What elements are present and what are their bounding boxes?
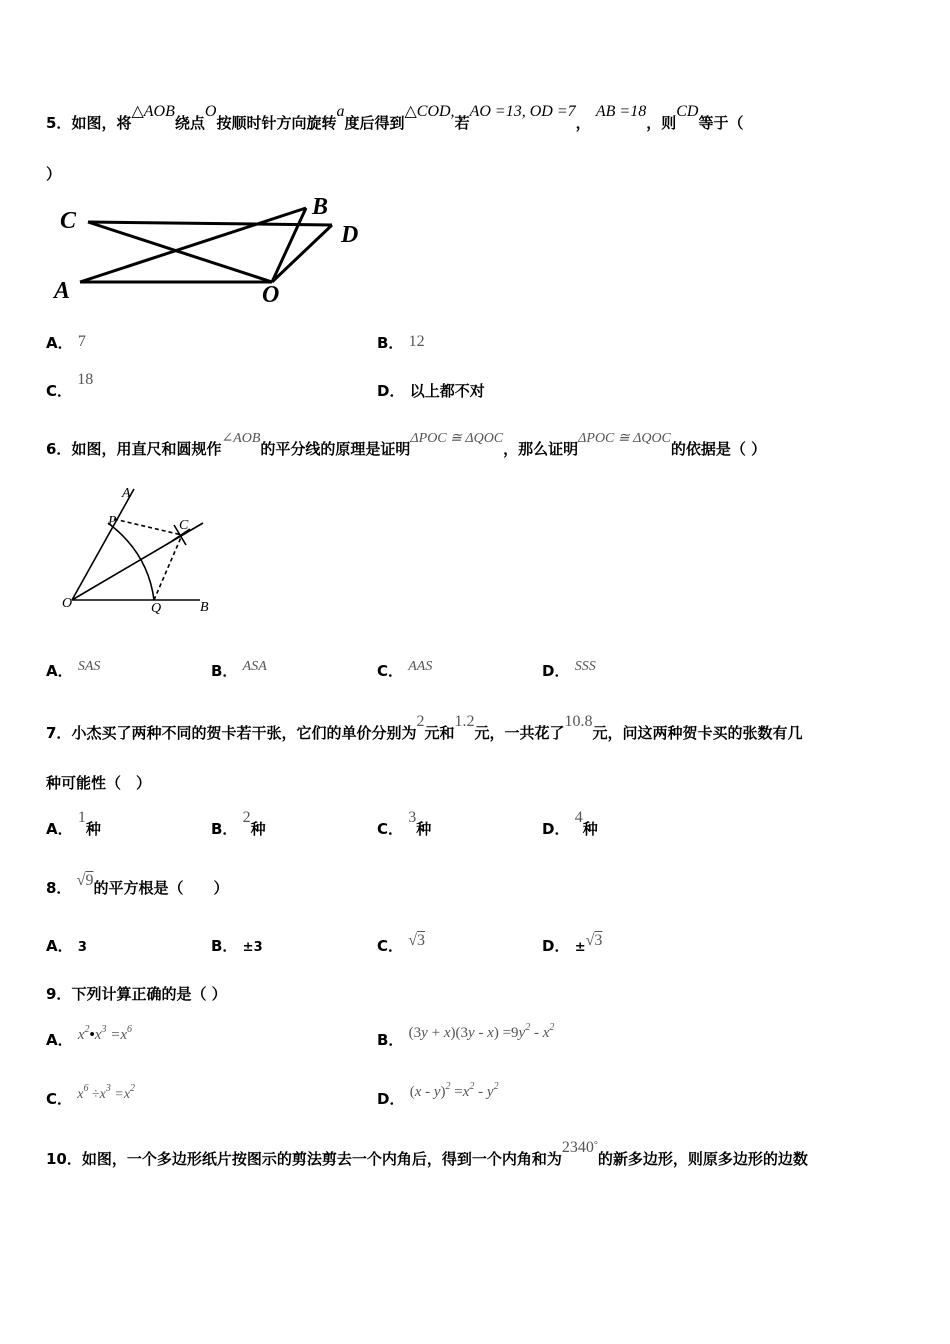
segment-do xyxy=(272,225,332,282)
q8-option-b[interactable]: B． ±3 xyxy=(211,937,263,955)
q6-option-c[interactable]: C． AAS xyxy=(377,659,433,680)
q5-option-a[interactable]: A． 7 xyxy=(46,333,86,352)
q8-option-d[interactable]: D． ±√3 xyxy=(542,932,603,955)
q9-option-c[interactable]: C． $x^6 \div x^3 =x^2$ xyxy=(46,1083,136,1108)
segment-cd xyxy=(88,222,332,225)
q7-option-a[interactable]: A． 1种 xyxy=(46,809,101,838)
q7-stem-line2: 种可能性（ ） xyxy=(46,774,152,792)
q9-c-formula: $x^6 \div x^3 =x^2$ xyxy=(77,1083,136,1102)
label-q: Q xyxy=(151,601,162,616)
q9-stem: 9．下列计算正确的是（ ） xyxy=(46,985,227,1003)
q5-option-b[interactable]: B． 12 xyxy=(377,333,425,352)
segment-co xyxy=(88,222,272,282)
q8-option-a[interactable]: A． 3 xyxy=(46,937,87,955)
segment-ab xyxy=(80,208,306,282)
label-d: D xyxy=(341,222,359,248)
q9-option-b[interactable]: B． $(3y + x)(3y - x) =9y^2 - x^2$ xyxy=(377,1022,555,1049)
q6-option-d[interactable]: D． SSS xyxy=(542,659,596,680)
q9-b-formula: $(3y + x)(3y - x) =9y^2 - x^2$ xyxy=(408,1022,555,1041)
q6-option-b[interactable]: B． ASA xyxy=(211,659,267,680)
sqrt-3: √3 xyxy=(408,932,426,949)
label-a: A xyxy=(54,278,71,304)
q9-option-d[interactable]: D． $(x - y)^2 =x^2 - y^2$ xyxy=(377,1081,499,1108)
q7-option-c[interactable]: C． 3种 xyxy=(377,809,432,838)
label-b: B xyxy=(200,600,209,615)
q5-stem: 5．如图，将△AOB绕点O按顺时针方向旋转a度后得到△COD,若AO =13, OD =7， AB =18，则CD等于（ xyxy=(46,103,744,132)
label-p: P xyxy=(108,514,117,529)
sqrt-9: √9 xyxy=(76,872,94,889)
q9-d-formula: $(x - y)^2 =x^2 - y^2$ xyxy=(409,1081,499,1100)
q8-option-c[interactable]: C． √3 xyxy=(377,932,426,955)
q7-option-b[interactable]: B． 2种 xyxy=(211,809,266,838)
label-o: O xyxy=(62,596,73,611)
q5-figure xyxy=(50,192,380,307)
ray-oa xyxy=(72,489,134,600)
label-o: O xyxy=(262,282,280,307)
q7-stem: 7．小杰买了两种不同的贺卡若干张，它们的单价分别为2元和1.2元，一共花了10.8元，问这两种贺卡买的张数有几 xyxy=(46,713,803,742)
sqrt-3: √3 xyxy=(585,932,603,949)
segment-pc xyxy=(114,519,182,535)
q6-option-a[interactable]: A． SAS xyxy=(46,659,101,680)
label-b: B xyxy=(312,194,329,220)
label-c: C xyxy=(179,518,189,533)
label-a: A xyxy=(122,486,131,501)
arc-pq xyxy=(108,523,154,600)
segment-bo xyxy=(272,208,306,282)
segment-qc xyxy=(154,535,182,600)
q9-a-formula: $x^2•x^3 =x^6$ xyxy=(77,1024,132,1043)
q5-option-d[interactable]: D． 以上都不对 xyxy=(377,382,485,400)
q6-figure xyxy=(58,483,228,618)
q5-option-c[interactable]: C． 18 xyxy=(46,371,94,400)
ray-oc xyxy=(72,523,203,600)
label-c: C xyxy=(60,208,77,234)
q7-option-d[interactable]: D． 4种 xyxy=(542,809,598,838)
q10-stem: 10．如图，一个多边形纸片按图示的剪法剪去一个内角后，得到一个内角和为2340°的新多边形，则原多边形的边数 xyxy=(46,1139,808,1168)
q5-stem-close: ） xyxy=(46,165,62,183)
q8-stem: 8． √9的平方根是（ ） xyxy=(46,872,229,897)
q6-stem: 6．如图，用直尺和圆规作∠AOB的平分线的原理是证明ΔPOC ≅ ΔQOC，那么证明ΔPOC ≅ ΔQOC的依据是（ ） xyxy=(46,431,767,458)
q9-option-a[interactable]: A． $x^2•x^3 =x^6$ xyxy=(46,1024,132,1049)
